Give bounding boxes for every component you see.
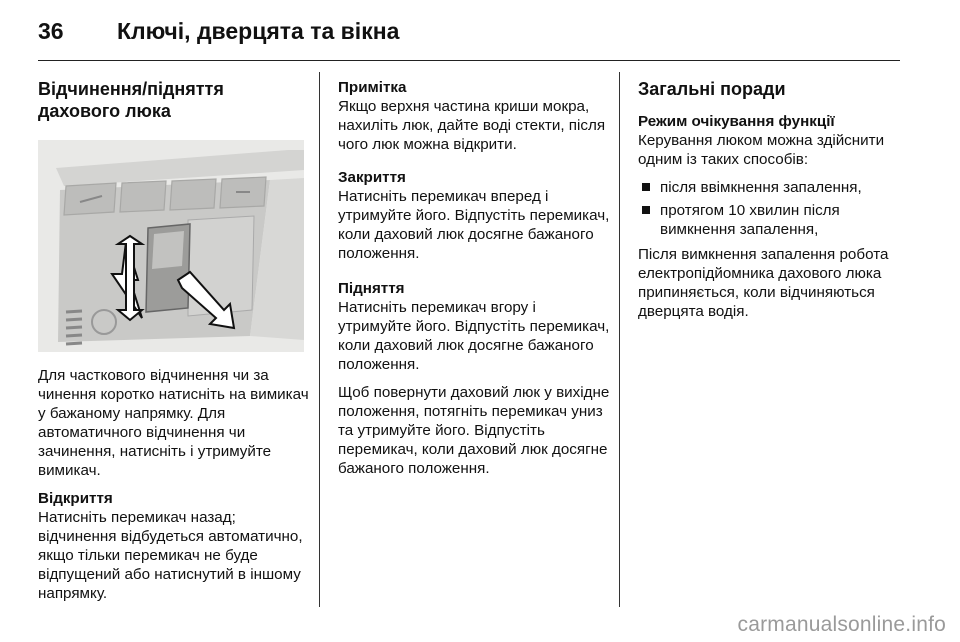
lifting-paragraph: Натисніть перемикач вгору і утримуйте його. Відпустіть перемикач, коли даховий люк досягне бажаного положення. [338,299,610,373]
lifting-heading: Підняття [338,280,405,297]
column-divider-2 [619,72,620,607]
opening-heading: Відкриття [38,490,113,507]
note-heading: Примітка [338,79,407,96]
after-paragraph: Після вимкнення запалення робота електропідйомника дахового люка припиняється, коли відчиняються дверцята водія. [638,246,889,320]
standby-list [638,178,910,239]
standby-paragraph: Керування люком можна здійснити одним із таких способів: [638,132,885,168]
return-paragraph: Щоб повернути даховий люк у вихідне положення, потягніть перемикач униз та утримуйте його. Відпустіть перемикач, коли даховий люк досягне бажаного положення. [338,384,610,477]
closing-paragraph: Натисніть перемикач вперед і утримуйте його. Відпустіть перемикач, коли даховий люк досягне бажаного положення. [338,188,610,262]
opening-paragraph: Натисніть перемикач назад; відчинення відбудеться автоматично, якщо тільки перемикач не буде відпущений або натиснутий в іншому напрямку. [38,509,303,602]
list-item: після ввімкнення запалення, [638,178,910,197]
watermark: carmanualsonline.info [737,613,946,636]
page-number: 36 [38,18,64,44]
section-heading-sunroof: Відчинення/підняття дахового люка [38,79,224,121]
column-divider-1 [319,72,320,607]
intro-paragraph: Для часткового відчинення чи за чинення коротко натисніть на вимикач у бажаному напрямку. Для автоматичного відчинення чи зачинення, натисніть і утримуйте вимикач. [38,367,309,479]
header-rule [38,60,900,61]
section-heading-general: Загальні поради [638,79,786,99]
sunroof-switch-illustration-icon [38,140,304,352]
closing-heading: Закриття [338,169,406,186]
standby-heading: Режим очікування функції [638,113,835,130]
left-column [38,78,310,612]
middle-column [338,78,610,487]
note-paragraph: Якщо верхня частина криши мокра, нахиліть люк, дайте воді стекти, після чого люк можна відкрити. [338,98,606,153]
page-title: Ключі, дверцята та вікна [117,18,400,44]
right-column [638,78,910,330]
list-item: протягом 10 хвилин після вимкнення запалення, [638,201,910,239]
